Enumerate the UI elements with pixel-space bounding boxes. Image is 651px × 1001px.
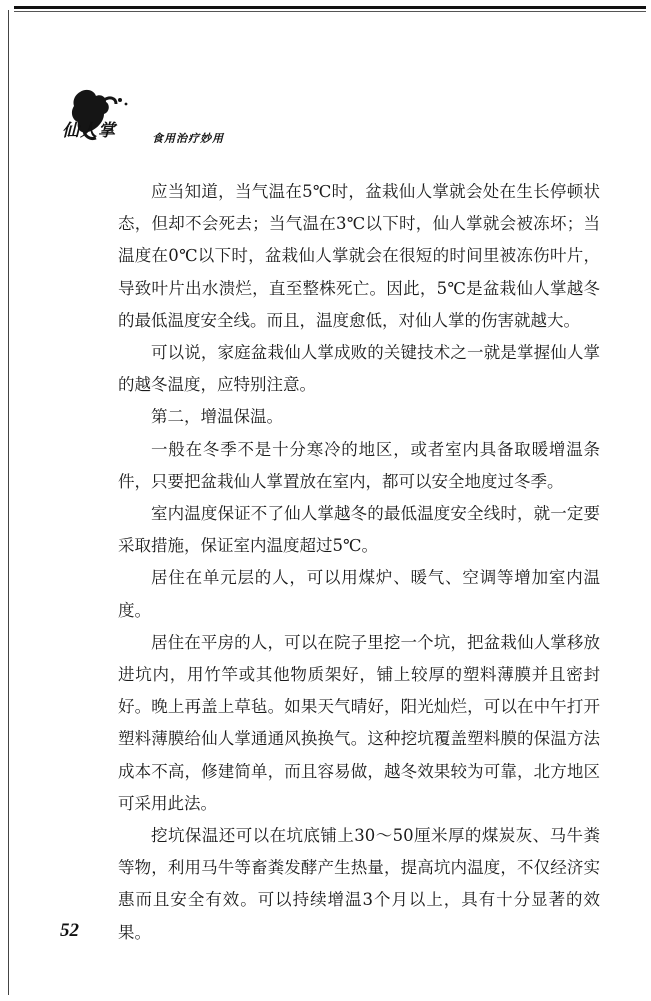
top-border-rule — [14, 6, 646, 9]
body-text — [118, 176, 600, 949]
paragraph: 室内温度保证不了仙人掌越冬的最低温度安全线时，就一定要采取措施，保证室内温度超过5℃。 — [118, 504, 600, 556]
section-heading: 第二，增温保温。 — [151, 407, 283, 427]
top-border-rule-thin — [14, 11, 646, 12]
paragraph: 居住在平房的人，可以在院子里挖一个坑，把盆栽仙人掌移放进坑内，用竹竿或其他物质架好，铺上较厚的塑料薄膜并且密封好。晚上再盖上草毡。如果天气晴好，阳光灿烂，可以在中午打开塑料薄膜给仙人掌通通风换换气。这种挖坑覆盖塑料膜的保温方法成本不高，修建简单，而且容易做，越冬效果较为可靠，北方地区可采用此法。 — [118, 632, 600, 813]
logo-title: 仙人掌 — [62, 121, 116, 141]
paragraph: 可以说，家庭盆栽仙人掌成败的关键技术之一就是掌握仙人掌的越冬温度，应特别注意。 — [118, 343, 600, 395]
paragraph: 挖坑保温还可以在坑底铺上30～50厘米厚的煤炭灰、马牛粪等物，利用马牛等畜粪发酵产生热量，提高坑内温度，不仅经济实惠而且安全有效。可以持续增温3个月以上，具有十分显著的效果。 — [118, 826, 600, 942]
header-logo — [60, 86, 280, 156]
left-border-rule — [8, 10, 9, 995]
paragraph: 一般在冬季不是十分寒冷的地区，或者室内具备取暖增温条件，只要把盆栽仙人掌置放在室内，都可以安全地度过冬季。 — [118, 439, 600, 491]
paragraph: 居住在单元层的人，可以用煤炉、暖气、空调等增加室内温度。 — [118, 568, 600, 620]
logo-subtitle: 食用治疗妙用 — [152, 132, 224, 145]
page-number: 52 — [60, 920, 79, 941]
paragraph: 应当知道，当气温在5℃时，盆栽仙人掌就会处在生长停顿状态，但却不会死去；当气温在3℃以下时，仙人掌就会被冻坏；当温度在0℃以下时，盆栽仙人掌就会在很短的时间里被冻伤叶片，导致叶片出水溃烂，直至整株死亡。因此，5℃是盆栽仙人掌越冬的最低温度安全线。而且，温度愈低，对仙人掌的伤害就越大。 — [118, 182, 600, 330]
